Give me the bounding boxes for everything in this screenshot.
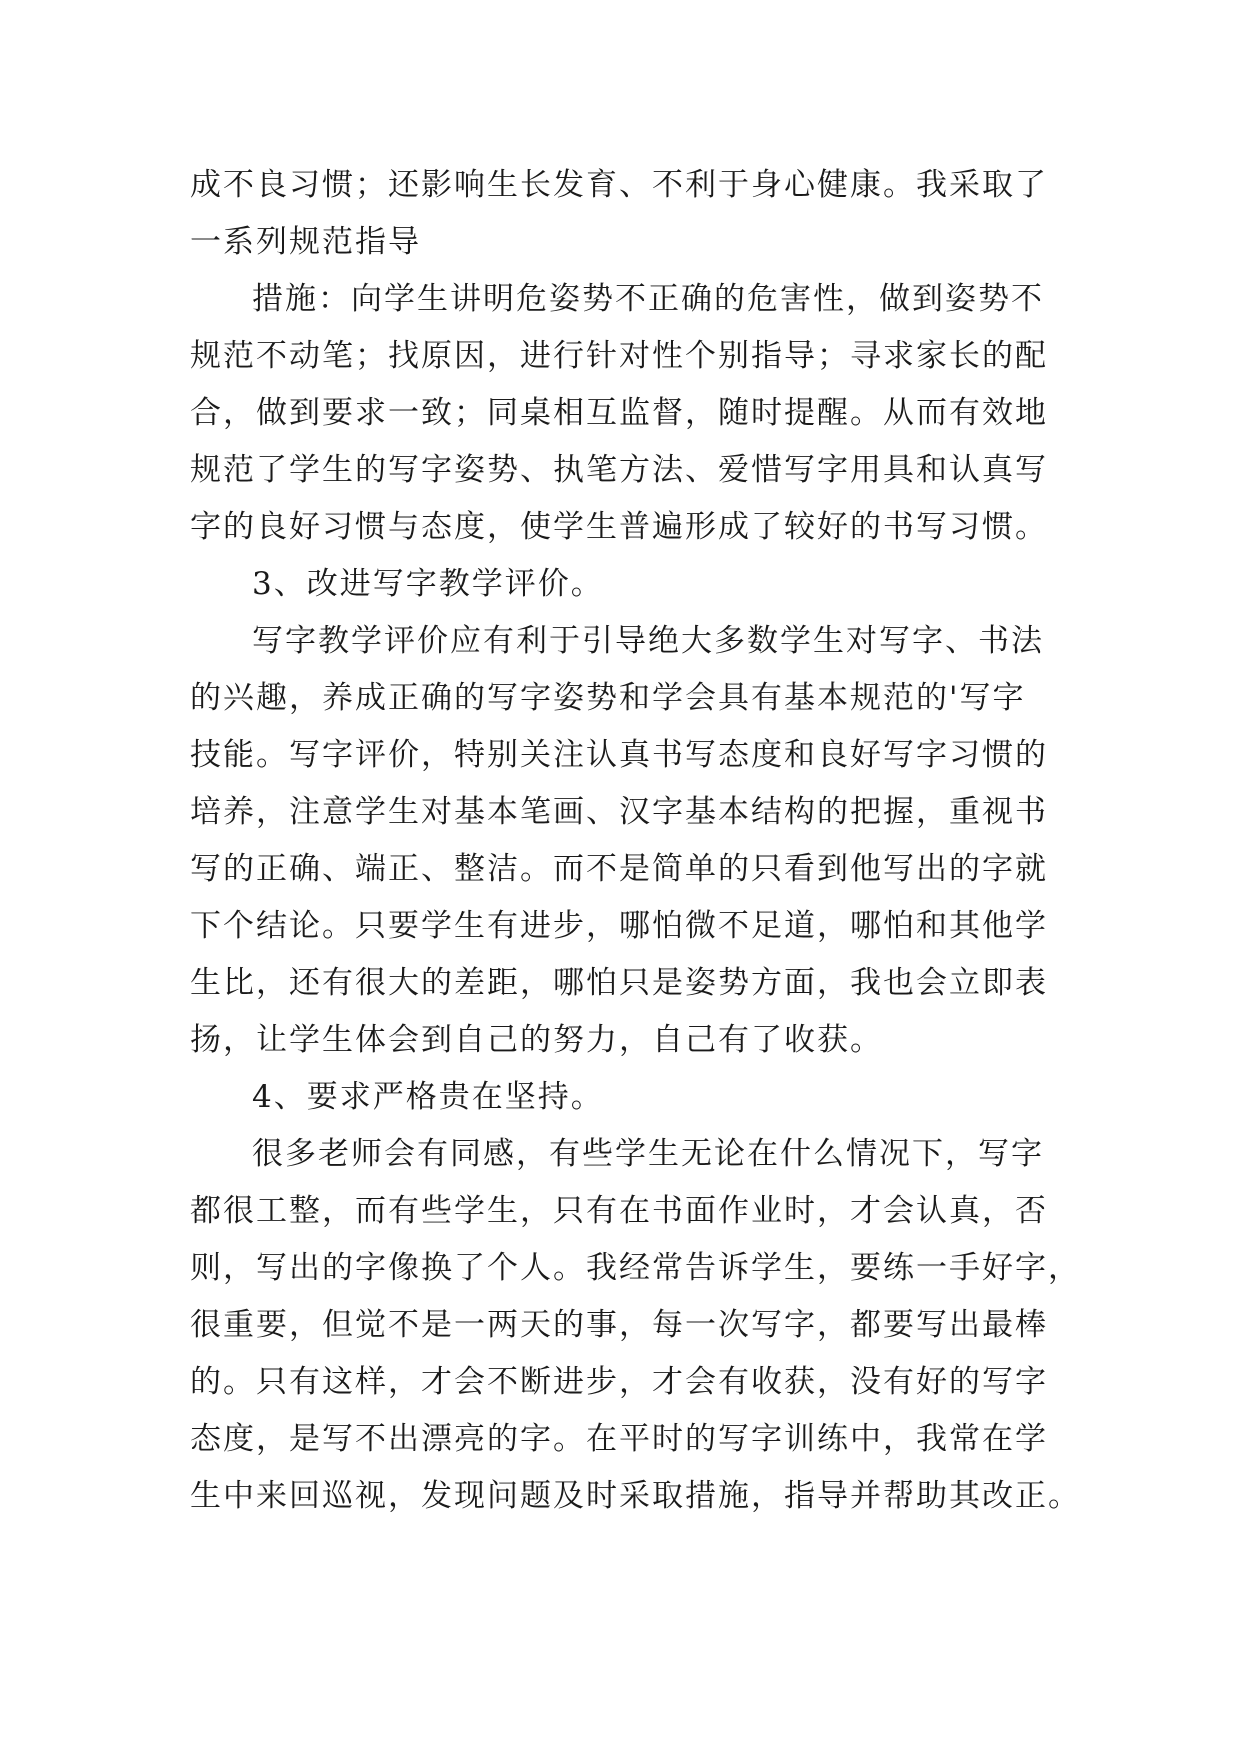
paragraph-first-line: 写字教学评价应有利于引导绝大多数学生对写字、书法	[252, 623, 1044, 659]
text-line: 的。只有这样，才会不断进步，才会有收获，没有好的写字	[190, 1364, 1048, 1400]
text-line: 生比，还有很大的差距，哪怕只是姿势方面，我也会立即表	[190, 965, 1048, 1001]
paragraph-first-line: 很多老师会有同感，有些学生无论在什么情况下，写字	[252, 1136, 1044, 1172]
text-line: 扬，让学生体会到自己的努力，自己有了收获。	[190, 1022, 883, 1058]
paragraph-first-line: 措施：向学生讲明危姿势不正确的危害性，做到姿势不	[252, 281, 1044, 317]
section-heading-4: 4、要求严格贵在坚持。	[252, 1079, 604, 1115]
text-line: 下个结论。只要学生有进步，哪怕微不足道，哪怕和其他学	[190, 908, 1048, 944]
text-line: 成不良习惯；还影响生长发育、不利于身心健康。我采取了	[190, 167, 1048, 203]
text-line: 技能。写字评价，特别关注认真书写态度和良好写字习惯的	[190, 737, 1048, 773]
text-line: 的兴趣，养成正确的写字姿势和学会具有基本规范的'写字	[190, 680, 1026, 716]
text-line: 很重要，但觉不是一两天的事，每一次写字，都要写出最棒	[190, 1307, 1048, 1343]
text-line: 规范了学生的写字姿势、执笔方法、爱惜写字用具和认真写	[190, 452, 1048, 488]
section-heading-3: 3、改进写字教学评价。	[252, 566, 604, 602]
text-line: 则，写出的字像换了个人。我经常告诉学生，要练一手好字，	[190, 1250, 1081, 1286]
text-line: 合，做到要求一致；同桌相互监督，随时提醒。从而有效地	[190, 395, 1048, 431]
text-line: 态度，是写不出漂亮的字。在平时的写字训练中，我常在学	[190, 1421, 1048, 1457]
text-line: 规范不动笔；找原因，进行针对性个别指导；寻求家长的配	[190, 338, 1048, 374]
text-line: 写的正确、端正、整洁。而不是简单的只看到他写出的字就	[190, 851, 1048, 887]
text-line: 一系列规范指导	[190, 224, 421, 260]
text-line: 字的良好习惯与态度，使学生普遍形成了较好的书写习惯。	[190, 509, 1048, 545]
text-line: 培养，注意学生对基本笔画、汉字基本结构的把握，重视书	[190, 794, 1048, 830]
text-line: 生中来回巡视，发现问题及时采取措施，指导并帮助其改正。	[190, 1478, 1081, 1514]
text-line: 都很工整，而有些学生，只有在书面作业时，才会认真，否	[190, 1193, 1048, 1229]
